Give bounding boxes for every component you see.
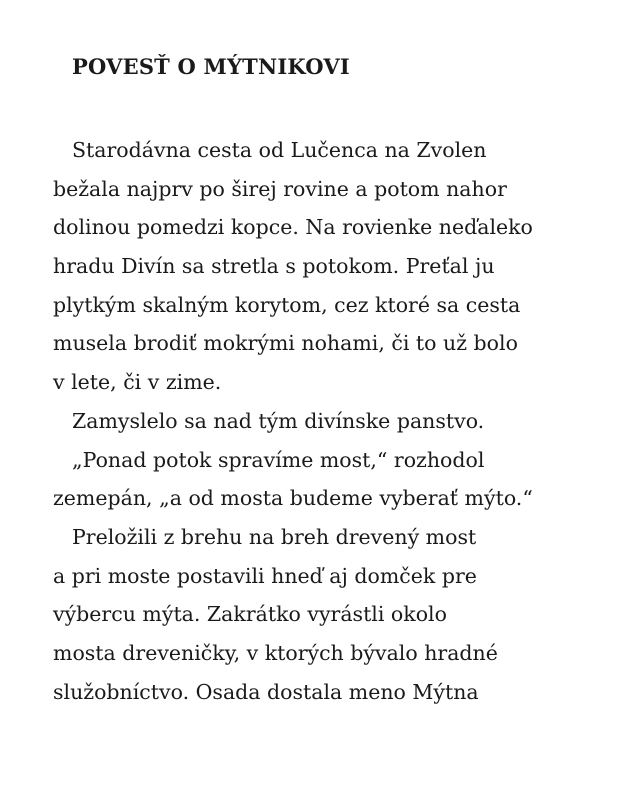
text-line: „Ponad potok spravíme most,“ rozhodol — [72, 447, 485, 472]
text-line: Preložili z brehu na breh drevený most — [72, 524, 477, 549]
text-line: plytkým skalným korytom, cez ktoré sa cesta — [53, 292, 521, 317]
text-line: Zamyslelo sa nad tým divínske panstvo. — [72, 408, 485, 433]
text-line: zemepán, „a od mosta budeme vyberať mýto.“ — [53, 486, 533, 511]
text-line: a pri moste postavili hneď aj domček pre — [53, 563, 477, 588]
text-line: bežala najprv po širej rovine a potom nahor — [53, 176, 507, 201]
text-line: Starodávna cesta od Lučenca na Zvolen — [72, 138, 487, 162]
text-line: musela brodiť mokrými nohami, či to už bolo — [53, 331, 518, 356]
text-line: v lete, či v zime. — [53, 370, 222, 395]
text-line: výbercu mýta. Zakrátko vyrástli okolo — [53, 602, 447, 627]
text-line: mosta dreveničky, v ktorých bývalo hradné — [53, 640, 498, 665]
text-line: hradu Divín sa stretla s potokom. Preťal ju — [53, 254, 495, 279]
text-line: služobníctvo. Osada dostala meno Mýtna — [53, 679, 479, 704]
body-text — [53, 131, 633, 711]
text-line: dolinou pomedzi kopce. Na rovienke neďaleko — [53, 215, 533, 240]
chapter-title: POVESŤ O MÝTNIKOVI — [72, 54, 350, 79]
